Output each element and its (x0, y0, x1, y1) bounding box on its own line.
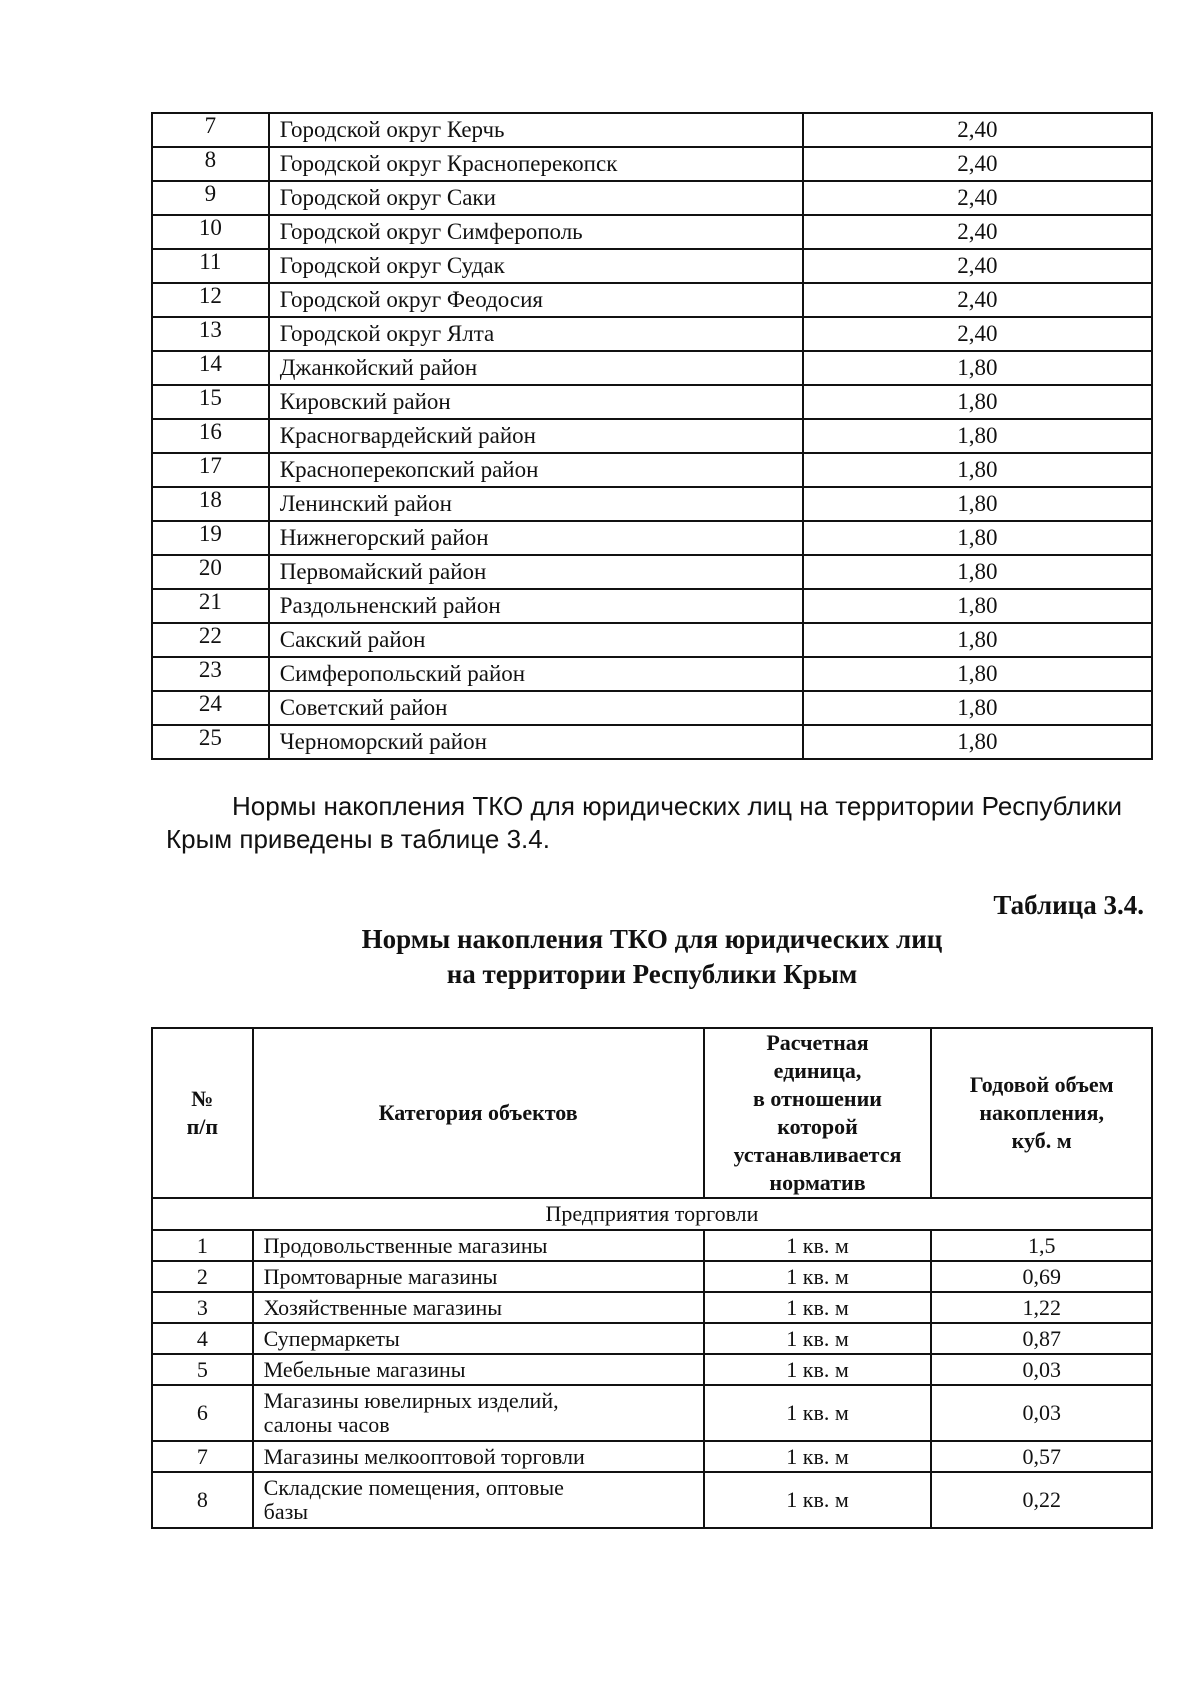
table-row (152, 419, 1152, 453)
municipality-name: Городской округ Феодосия (269, 283, 803, 317)
norm-value: 2,40 (803, 215, 1152, 249)
row-number: 23 (152, 657, 269, 691)
annual-volume: 1,22 (931, 1292, 1152, 1323)
table-row (152, 657, 1152, 691)
header-volume-line: накопления, (979, 1100, 1104, 1125)
row-number: 5 (152, 1354, 253, 1385)
norm-value: 2,40 (803, 249, 1152, 283)
header-number (152, 1028, 253, 1198)
object-category: Складские помещения, оптовые базы (253, 1472, 704, 1528)
calc-unit: 1 кв. м (704, 1472, 932, 1528)
calc-unit: 1 кв. м (704, 1441, 932, 1472)
row-number: 21 (152, 589, 269, 623)
municipality-name: Первомайский район (269, 555, 803, 589)
row-number: 17 (152, 453, 269, 487)
calc-unit: 1 кв. м (704, 1323, 932, 1354)
table-row (152, 1292, 1152, 1323)
municipality-name: Городской округ Керчь (269, 113, 803, 147)
municipality-name: Кировский район (269, 385, 803, 419)
object-category: Продовольственные магазины (253, 1230, 704, 1261)
row-number: 4 (152, 1323, 253, 1354)
table-row (152, 691, 1152, 725)
object-category: Мебельные магазины (253, 1354, 704, 1385)
calc-unit: 1 кв. м (704, 1292, 932, 1323)
header-volume-line: куб. м (1011, 1128, 1072, 1153)
legal-entities-norms-table (151, 1027, 1153, 1529)
header-unit-line: Расчетная (766, 1030, 869, 1055)
header-volume-line: Годовой объем (969, 1072, 1114, 1097)
table-title (151, 922, 1153, 992)
row-number: 12 (152, 283, 269, 317)
table-row (152, 147, 1152, 181)
annual-volume: 0,87 (931, 1323, 1152, 1354)
row-number: 22 (152, 623, 269, 657)
norm-value: 1,80 (803, 487, 1152, 521)
table-title-line-1: Нормы накопления ТКО для юридических лиц (361, 924, 943, 954)
table-row (152, 623, 1152, 657)
section-row (152, 1198, 1152, 1230)
norm-value: 2,40 (803, 147, 1152, 181)
table-row (152, 1354, 1152, 1385)
norm-value: 2,40 (803, 283, 1152, 317)
norms-table-continuation (151, 112, 1153, 760)
row-number: 25 (152, 725, 269, 759)
row-number: 3 (152, 1292, 253, 1323)
header-number-line-2: п/п (186, 1114, 219, 1139)
object-category: Магазины мелкооптовой торговли (253, 1441, 704, 1472)
header-category: Категория объектов (253, 1028, 704, 1198)
norm-value: 1,80 (803, 589, 1152, 623)
row-number: 15 (152, 385, 269, 419)
table-row (152, 487, 1152, 521)
row-number: 8 (152, 147, 269, 181)
annual-volume: 0,03 (931, 1385, 1152, 1441)
header-unit-line: норматив (769, 1170, 866, 1195)
table-row (152, 1441, 1152, 1472)
row-number: 13 (152, 317, 269, 351)
table-row (152, 453, 1152, 487)
norm-value: 1,80 (803, 521, 1152, 555)
row-number: 10 (152, 215, 269, 249)
row-number: 18 (152, 487, 269, 521)
row-number: 7 (152, 1441, 253, 1472)
norm-value: 1,80 (803, 657, 1152, 691)
object-category: Промтоварные магазины (253, 1261, 704, 1292)
row-number: 1 (152, 1230, 253, 1261)
calc-unit: 1 кв. м (704, 1385, 932, 1441)
municipality-name: Городской округ Судак (269, 249, 803, 283)
header-volume (931, 1028, 1152, 1198)
header-number-line-1: № (191, 1086, 214, 1111)
intro-paragraph (166, 790, 1156, 856)
row-number: 14 (152, 351, 269, 385)
table-row (152, 249, 1152, 283)
header-unit-line: единица, (773, 1058, 862, 1083)
header-unit-line: в отношении (753, 1086, 882, 1111)
section-label: Предприятия торговли (152, 1198, 1152, 1230)
row-number: 11 (152, 249, 269, 283)
header-unit-line: которой (777, 1114, 858, 1139)
row-number: 6 (152, 1385, 253, 1441)
row-number: 20 (152, 555, 269, 589)
table-row (152, 1261, 1152, 1292)
norm-value: 1,80 (803, 691, 1152, 725)
table-row (152, 1230, 1152, 1261)
annual-volume: 0,03 (931, 1354, 1152, 1385)
row-number: 2 (152, 1261, 253, 1292)
row-number: 7 (152, 113, 269, 147)
municipality-name: Красногвардейский район (269, 419, 803, 453)
table-row (152, 1323, 1152, 1354)
row-number: 9 (152, 181, 269, 215)
norm-value: 1,80 (803, 623, 1152, 657)
table-row (152, 113, 1152, 147)
municipality-name: Ленинский район (269, 487, 803, 521)
table-row (152, 215, 1152, 249)
municipality-name: Красноперекопский район (269, 453, 803, 487)
object-category: Магазины ювелирных изделий, салоны часов (253, 1385, 704, 1441)
calc-unit: 1 кв. м (704, 1230, 932, 1261)
norm-value: 1,80 (803, 725, 1152, 759)
annual-volume: 0,69 (931, 1261, 1152, 1292)
municipality-name: Черноморский район (269, 725, 803, 759)
norm-value: 1,80 (803, 385, 1152, 419)
calc-unit: 1 кв. м (704, 1261, 932, 1292)
table-title-line-2: на территории Республики Крым (446, 959, 858, 989)
norms-table-body (152, 113, 1152, 759)
table-row (152, 385, 1152, 419)
norm-value: 1,80 (803, 555, 1152, 589)
table-row (152, 1472, 1152, 1528)
municipality-name: Нижнегорский район (269, 521, 803, 555)
municipality-name: Городской округ Саки (269, 181, 803, 215)
annual-volume: 0,57 (931, 1441, 1152, 1472)
object-category: Супермаркеты (253, 1323, 704, 1354)
municipality-name: Городской округ Ялта (269, 317, 803, 351)
municipality-name: Городской округ Красноперекопск (269, 147, 803, 181)
table-row (152, 555, 1152, 589)
table-row (152, 725, 1152, 759)
object-category: Хозяйственные магазины (253, 1292, 704, 1323)
row-number: 8 (152, 1472, 253, 1528)
header-unit-line: устанавливается (733, 1142, 902, 1167)
table-row (152, 589, 1152, 623)
municipality-name: Городской округ Симферополь (269, 215, 803, 249)
annual-volume: 0,22 (931, 1472, 1152, 1528)
norm-value: 1,80 (803, 453, 1152, 487)
municipality-name: Раздольненский район (269, 589, 803, 623)
municipality-name: Симферопольский район (269, 657, 803, 691)
annual-volume: 1,5 (931, 1230, 1152, 1261)
table-row (152, 1385, 1152, 1441)
norm-value: 2,40 (803, 113, 1152, 147)
norm-value: 2,40 (803, 181, 1152, 215)
norm-value: 1,80 (803, 351, 1152, 385)
intro-paragraph-text: Нормы накопления ТКО для юридических лиц на территории Республики Крым приведены в таблице 3.4. (166, 791, 1122, 854)
table-row (152, 283, 1152, 317)
table-row (152, 181, 1152, 215)
table-row (152, 351, 1152, 385)
row-number: 16 (152, 419, 269, 453)
norm-value: 1,80 (803, 419, 1152, 453)
table-caption: Таблица 3.4. (993, 890, 1144, 920)
table-row (152, 317, 1152, 351)
calc-unit: 1 кв. м (704, 1354, 932, 1385)
norm-value: 2,40 (803, 317, 1152, 351)
municipality-name: Сакский район (269, 623, 803, 657)
table-header-row (152, 1028, 1152, 1198)
table-row (152, 521, 1152, 555)
municipality-name: Советский район (269, 691, 803, 725)
municipality-name: Джанкойский район (269, 351, 803, 385)
row-number: 24 (152, 691, 269, 725)
row-number: 19 (152, 521, 269, 555)
header-unit (704, 1028, 932, 1198)
